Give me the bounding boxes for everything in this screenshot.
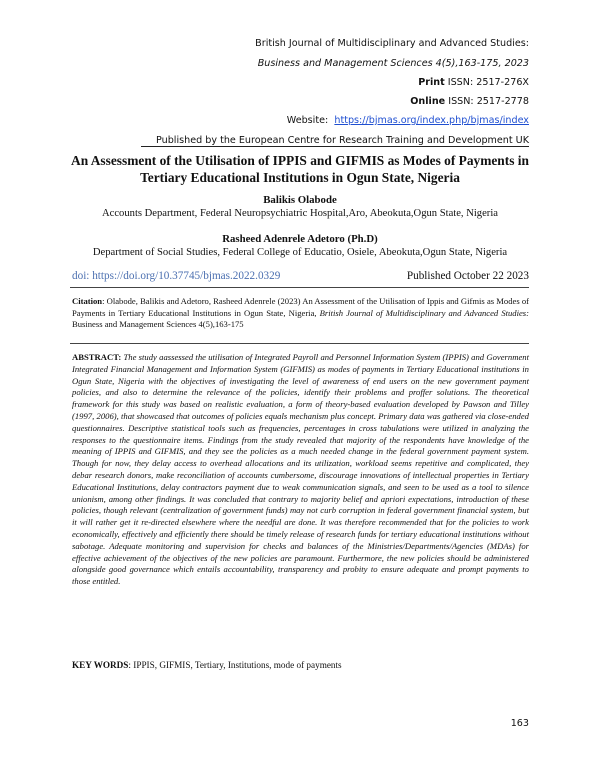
citation-divider <box>70 343 529 344</box>
website-line <box>287 115 529 126</box>
journal-volume: Business and Management Sciences 4(5),163-175, 2023 <box>257 58 529 69</box>
published-date: Published October 22 2023 <box>406 270 529 282</box>
paper-title: An Assessment of the Utilisation of IPPIS and GIFMIS as Modes of Payments in Tertiary Educational Institutions in Ogun State, Nigeria <box>71 153 529 185</box>
header-divider <box>141 146 529 147</box>
website-link[interactable]: https://bjmas.org/index.php/bjmas/index <box>334 115 529 126</box>
page-number: 163 <box>510 718 529 729</box>
doi-link[interactable]: doi: https://doi.org/10.37745/bjmas.2022.0329 <box>72 270 281 282</box>
author-1-affiliation: Accounts Department, Federal Neuropsychiatric Hospital,Aro, Abeokuta,Ogun State, Nigeria <box>102 208 498 219</box>
citation-tail: Business and Management Sciences 4(5),163-175 <box>72 319 244 330</box>
citation-block <box>72 296 529 331</box>
online-issn-value: ISSN: 2517-2778 <box>448 96 529 107</box>
citation-journal: British Journal of Multidisciplinary and Advanced Studies: <box>319 307 530 318</box>
doi-divider <box>70 287 529 288</box>
citation-text: : Olabode, Balikis and Adetoro, Rasheed Adenrele (2023) An Assessment of the Utilisation of Ippis and Gifmis as Modes of Payments in Tertiary Educational Institutions in Ogun State, Nigeria, <box>72 296 529 318</box>
print-issn-value: ISSN: 2517-276X <box>447 77 529 88</box>
author-2-name: Rasheed Adenrele Adetoro (Ph.D) <box>222 233 378 245</box>
keywords-line <box>72 660 529 670</box>
author-2-affiliation: Department of Social Studies, Federal College of Educatio, Osiele, Abeokuta,Ogun State, Nigeria <box>92 247 508 258</box>
citation-label: Citation <box>72 296 103 306</box>
author-1-name: Balikis Olabode <box>263 194 337 206</box>
print-label: Print <box>418 77 445 88</box>
website-label: Website: <box>286 115 329 126</box>
journal-name: British Journal of Multidisciplinary and Advanced Studies: <box>255 38 529 49</box>
publisher-line: Published by the European Centre for Research Training and Development UK <box>156 135 529 146</box>
keywords-text: : IPPIS, GIFMIS, Tertiary, Institutions, mode of payments <box>128 660 342 670</box>
print-issn <box>418 77 529 88</box>
abstract-text: The study aassessed the utilisation of Integrated Payroll and Personnel Information System (IPPIS) and Government Integrated Financial Management and Information System (GIFMIS) as modes of payments in Tertiary Educational institutions in Ogun State, Nigeria with the objectives of investigating the level of awareness of end users on the new government payment policies, and also to determine the relevance of the policies, identify their problems and proffer solutions. The theoretical framework for this study was based on realistic evaluation, a form of theory-based evaluation developed by Pawson and Tilley (1997, 2006), that showcased that outcomes of policies equals mechanism plus concept. Primary data was gathered via close-ended questionnaires. Descriptive statistical tools such as frequencies, percentages in cross tabulations were utilized in analyzing the responses to the questionnaire items. Findings from the study revealed that majority of the respondents have knowledge of the meaning of IPPIS and GIFMIS, and they see the policies as a much needed change in the federal government payment system. Though for now, they delay access to overhead allocations and its utilization, workload seems repetitive and complicated, they debar research donors, make reconciliation of accounts cumbersome, discourage innovations of intellectual properties in Tertiary Educational Institutions, delay contractors payment due to weak communication signals, and seen to be used as a tool to silence unionism, among other findings. It was concluded that contrary to majority belief and apriori expectations, introduction of these policies, though relevant (centralization of government funds) may not curb corruption in federal government financial system, but it will rather get it re-directed elsewhere where the needful are done. It was therefore recommended that for the policies to work economically, effectively and efficiently there should be timely release of research funds for tertiary educational institutions without sabotage. Adequate monitoring and supervision for checks and balances of the Ministries/Departments/Agencies (MDAs) for effective achievement of the objectives of the new policies are paramount. Furthermore, the new policies should be administered alongside good governance which entails accountability, transparency and probity to ensure adequate and prompt payments to those entitled. <box>72 352 529 587</box>
online-issn <box>410 96 529 107</box>
online-label: Online <box>410 96 446 107</box>
abstract-block <box>72 352 529 588</box>
abstract-label: ABSTRACT: <box>72 352 122 362</box>
keywords-label: KEY WORDS <box>72 660 129 670</box>
